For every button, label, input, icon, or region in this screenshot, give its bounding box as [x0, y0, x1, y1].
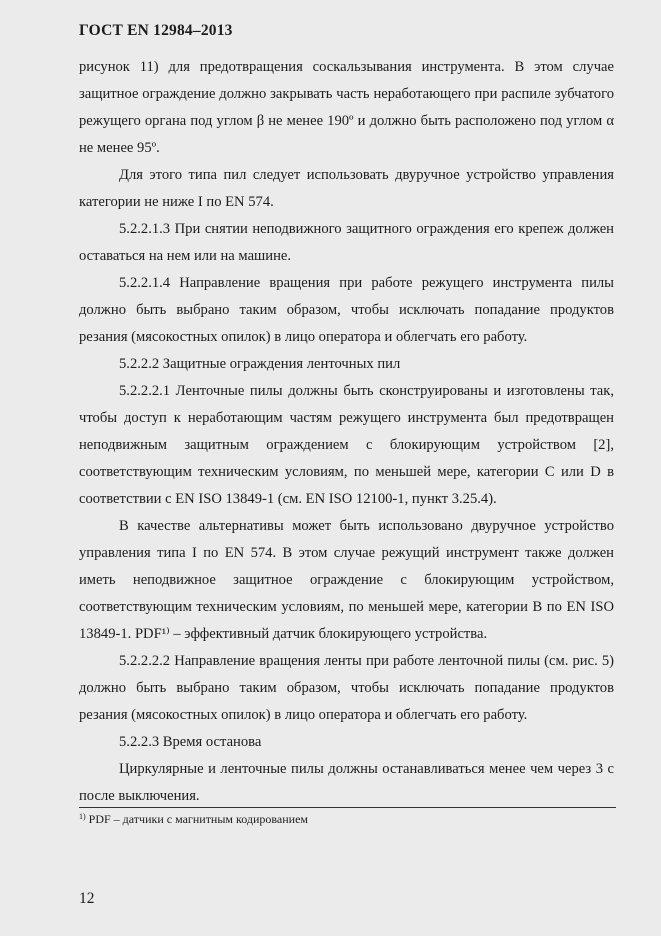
footnote-marker: 1) [79, 812, 86, 821]
paragraph-1: рисунок 11) для предотвращения соскальзывания инструмента. В этом случае защитное ограждение должно закрывать часть неработающего при распиле зубчатого режущего органа под углом β не менее 190º и должно быть расположено под углом α не менее 95º. [79, 59, 614, 156]
paragraph-10: Циркулярные и ленточные пилы должны останавливаться менее чем через 3 с после выключения. [79, 761, 614, 804]
page-number: 12 [79, 890, 95, 907]
document-header: ГОСТ EN 12984–2013 [79, 22, 233, 39]
paragraph-6: 5.2.2.2.1 Ленточные пилы должны быть сконструированы и изготовлены так, чтобы доступ к неработающим частям режущего инструмента был предотвращен неподвижным защитным ограждением с блокирующим устройством [2], соответствующим техническим условиям, по меньшей мере, категории C или D в соответствии с EN ISO 13849-1 (см. EN ISO 12100-1, пункт 3.25.4). [79, 383, 614, 507]
section-heading-5-2-2-3: 5.2.2.3 Время останова [119, 734, 262, 750]
paragraph-3: 5.2.2.1.3 При снятии неподвижного защитного ограждения его крепеж должен оставаться на нем или на машине. [79, 221, 614, 264]
footnote-divider [79, 807, 616, 808]
paragraph-2: Для этого типа пил следует использовать двуручное устройство управления категории не ниже I по EN 574. [79, 167, 614, 210]
paragraph-8: 5.2.2.2.2 Направление вращения ленты при работе ленточной пилы (см. рис. 5) должно быть выбрано таким образом, чтобы исключать попадание продуктов резания (мясокостных опилок) в лицо оператора и облегчать его работу. [79, 653, 614, 723]
footnote-text: PDF – датчики с магнитным кодированием [88, 812, 309, 826]
body-text [79, 54, 614, 810]
paragraph-4: 5.2.2.1.4 Направление вращения при работе режущего инструмента пилы должно быть выбрано таким образом, чтобы исключать попадание продуктов резания (мясокостных опилок) в лицо оператора и облегчать его работу. [79, 275, 614, 345]
footnote [79, 810, 308, 826]
section-heading-5-2-2-2: 5.2.2.2 Защитные ограждения ленточных пил [119, 356, 401, 372]
paragraph-7: В качестве альтернативы может быть использовано двуручное устройство управления типа I по EN 574. В этом случае режущий инструмент также должен иметь неподвижное защитное ограждение с блокирующим устройством, соответствующим техническим условиям, по меньшей мере, категории B по EN ISO 13849-1. PDF¹⁾ – эффективный датчик блокирующего устройства. [79, 518, 614, 642]
